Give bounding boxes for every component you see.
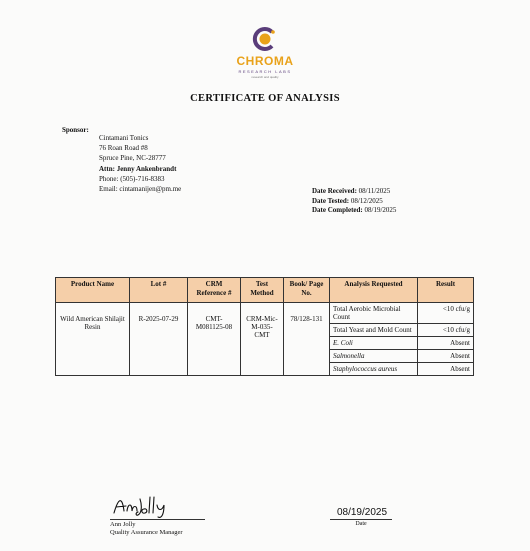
sponsor-attention: Attn: Jenny Ankenbrandt: [99, 164, 177, 173]
cell-analysis: Salmonella: [330, 350, 418, 363]
logo-tagline: research and quality: [251, 75, 279, 79]
header-book: Book/ Page No.: [284, 278, 330, 303]
signer-block: [110, 521, 183, 537]
sponsor-block: [99, 133, 181, 194]
cell-result: <10 cfu/g: [418, 324, 474, 337]
logo-name: CHROMA: [236, 54, 294, 68]
cell-analysis: Staphylococcus aureus: [330, 363, 418, 376]
logo-subtitle: RESEARCH LABS: [238, 69, 292, 74]
sponsor-email: Email: cintamanijen@pm.me: [99, 185, 182, 194]
sponsor-address-line2: Spruce Pine, NC-28777: [99, 154, 166, 163]
cell-result: Absent: [418, 337, 474, 350]
cell-result: Absent: [418, 350, 474, 363]
date-received-label: Date Received:: [312, 187, 357, 195]
table-row: [56, 303, 474, 324]
signoff-date: 08/19/2025: [336, 507, 388, 518]
cell-crm: CMT-M081125-08: [188, 303, 241, 376]
date-tested-value: 08/12/2025: [350, 196, 383, 205]
results-table: [55, 277, 474, 376]
dates-block: [312, 187, 396, 216]
cell-lot: R-2025-07-29: [130, 303, 188, 376]
signer-name: Ann Jolly: [110, 521, 136, 528]
cell-book: 78/128-131: [284, 303, 330, 376]
header-analysis: Analysis Requested: [330, 278, 418, 303]
date-completed: [312, 206, 396, 216]
table-header-row: [56, 278, 474, 303]
cell-method: CRM-Mic-M-035-CMT: [241, 303, 284, 376]
date-tested: [312, 197, 396, 207]
cell-result: Absent: [418, 363, 474, 376]
date-line: [330, 519, 392, 520]
date-received: [312, 187, 396, 197]
cell-analysis: Total Yeast and Mold Count: [330, 324, 418, 337]
cell-analysis: Total Aerobic Microbial Count: [330, 303, 418, 324]
header-product: Product Name: [56, 278, 130, 303]
cell-product: Wild American Shilajit Resin: [56, 303, 130, 376]
header-method: Test Method: [241, 278, 284, 303]
sponsor-label: Sponsor:: [62, 126, 89, 134]
date-tested-label: Date Tested:: [312, 196, 350, 205]
signoff-date-label: Date: [355, 521, 367, 527]
date-completed-label: Date Completed:: [312, 206, 363, 214]
chroma-logo-icon: [252, 26, 278, 52]
header-result: Result: [418, 278, 474, 303]
signer-role: Quality Assurance Manager: [110, 529, 183, 536]
sponsor-company: Cintamani Tonics: [99, 134, 149, 142]
sponsor-address-line1: 76 Roan Road #8: [99, 144, 148, 153]
date-completed-value: 08/19/2025: [364, 206, 397, 214]
document-title: CERTIFICATE OF ANALYSIS: [190, 93, 340, 104]
handwritten-signature: [110, 491, 170, 519]
cell-analysis: E. Coli: [330, 337, 418, 350]
cell-result: <10 cfu/g: [418, 303, 474, 324]
header-crm: CRM Reference #: [188, 278, 241, 303]
company-logo: [205, 26, 325, 86]
signature-line: [110, 519, 205, 520]
date-received-value: 08/11/2025: [358, 187, 391, 195]
header-lot: Lot #: [130, 278, 188, 303]
sponsor-phone: Phone: (505)-716-8383: [99, 174, 165, 183]
